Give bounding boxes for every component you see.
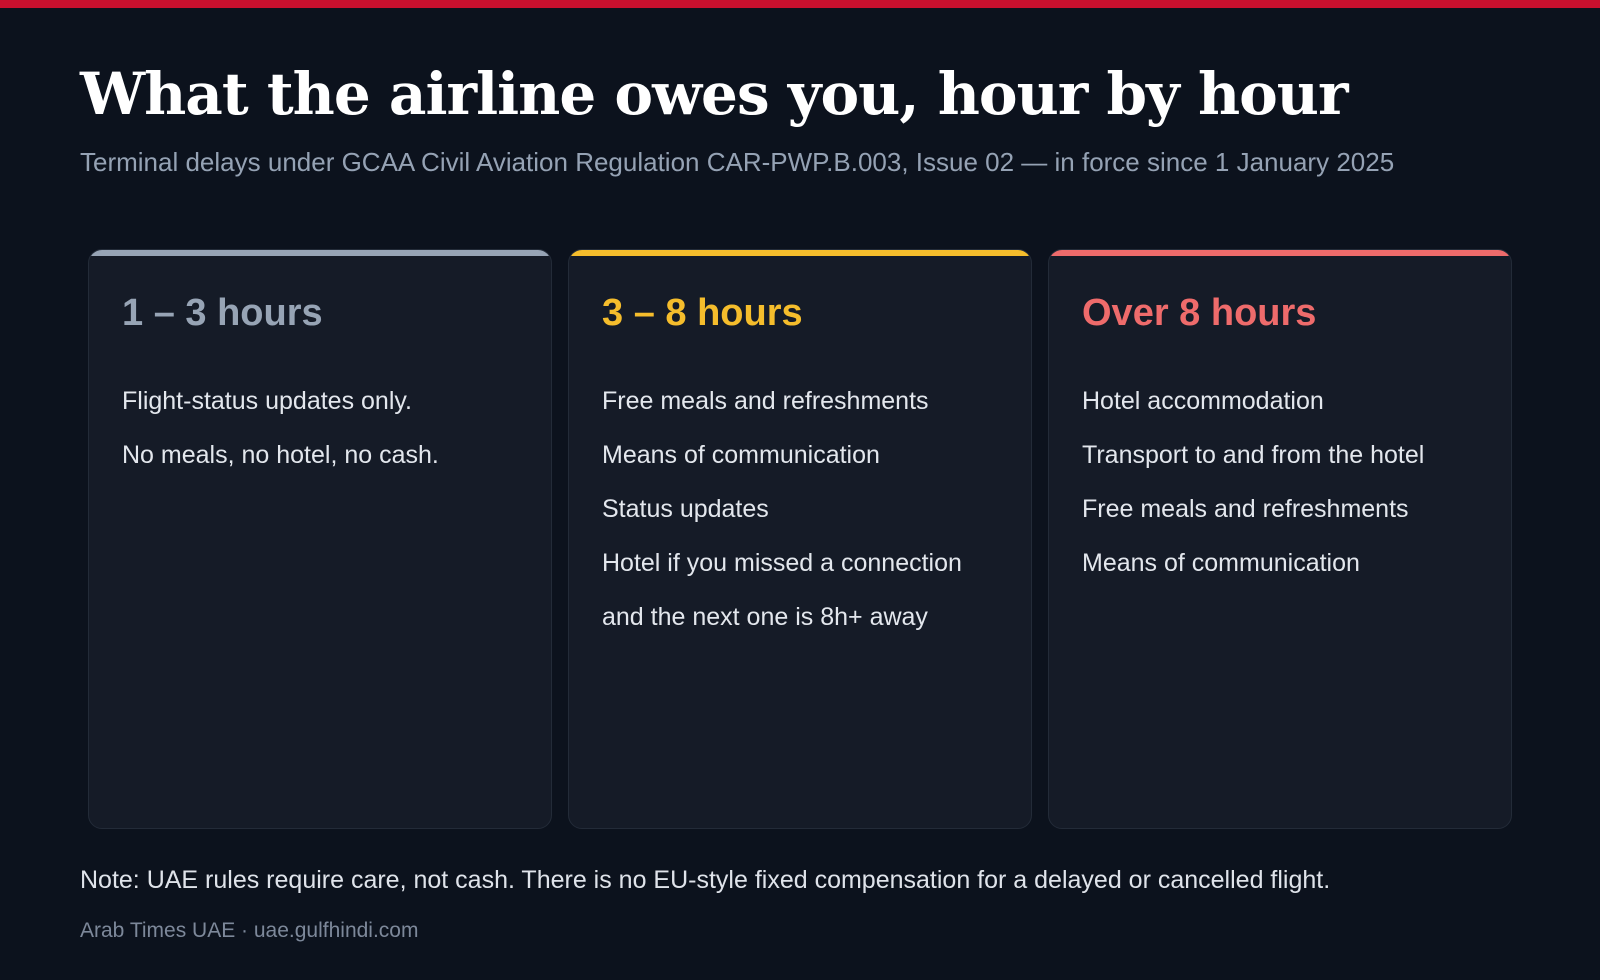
tier-item: No meals, no hotel, no cash. [122,441,439,469]
tier-accent-bar [1049,250,1511,256]
tier-item-list [602,374,962,644]
tier-item: Hotel if you missed a connection [602,549,962,577]
top-accent-bar [0,0,1600,8]
tier-item-list [122,374,439,482]
tier-accent-bar [569,250,1031,256]
tier-item: Status updates [602,495,769,523]
tier-item: Means of communication [1082,549,1360,577]
footer-note: Note: UAE rules require care, not cash. There is no EU-style fixed compensation for a delayed or cancelled flight. [80,866,1331,894]
tier-heading: Over 8 hours [1082,292,1317,334]
tier-item: Hotel accommodation [1082,387,1324,415]
tier-card-over-8-hours [1048,249,1512,829]
tier-item: Transport to and from the hotel [1082,441,1425,469]
page-title: What the airline owes you, hour by hour [80,60,1348,128]
tier-item: Free meals and refreshments [1082,495,1409,523]
tier-item-list [1082,374,1424,590]
tier-heading: 3 – 8 hours [602,292,803,334]
page-subtitle: Terminal delays under GCAA Civil Aviation Regulation CAR-PWP.B.003, Issue 02 — in force since 1 January 2025 [80,147,1395,177]
tier-cards [88,249,1512,829]
tier-heading: 1 – 3 hours [122,292,323,334]
tier-item: and the next one is 8h+ away [602,603,928,631]
tier-item: Free meals and refreshments [602,387,929,415]
tier-card-1-3-hours [88,249,552,829]
source-credit: Arab Times UAE · uae.gulfhindi.com [80,919,419,942]
tier-item: Flight-status updates only. [122,387,412,415]
tier-accent-bar [89,250,551,256]
tier-card-3-8-hours [568,249,1032,829]
tier-item: Means of communication [602,441,880,469]
